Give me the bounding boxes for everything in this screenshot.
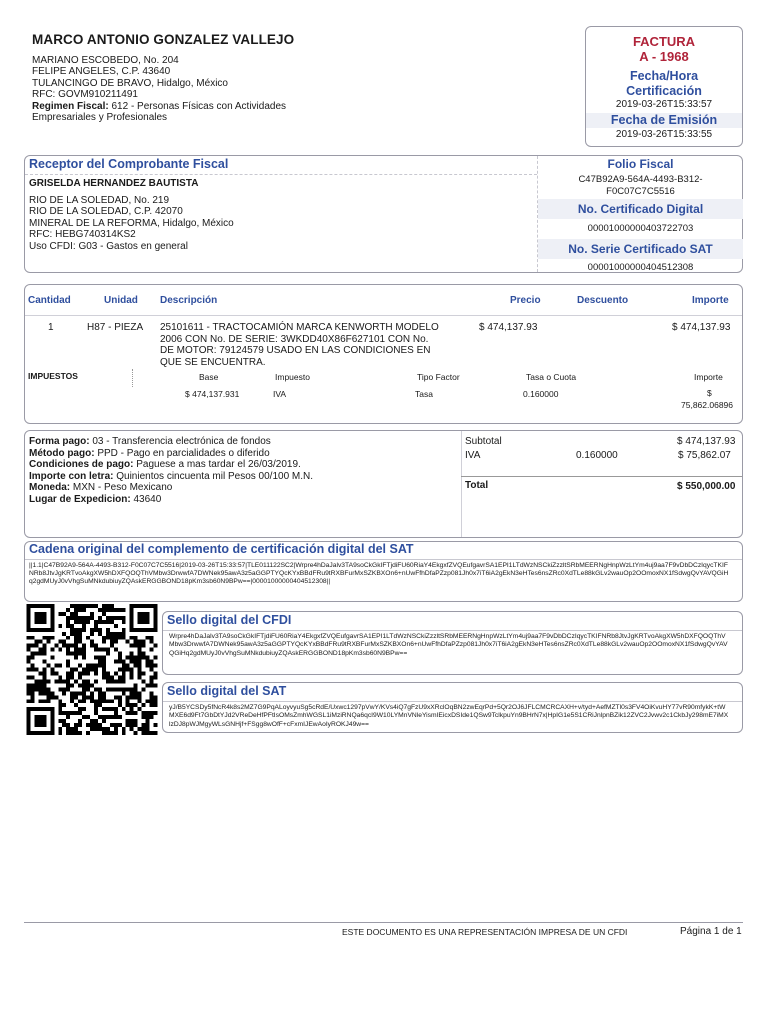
item-importe: $ 474,137.93: [672, 322, 731, 333]
emitter-address-2: FELIPE ANGELES, C.P. 43640: [32, 66, 171, 78]
payment-info: [29, 436, 459, 505]
total-value: $ 550,000.00: [677, 481, 736, 492]
taxes-label: IMPUESTOS: [28, 371, 78, 381]
moneda: [29, 482, 459, 494]
iva-rate: 0.160000: [576, 450, 618, 461]
taxes-header-base: Base: [199, 372, 219, 382]
folio-column: [537, 156, 743, 272]
receptor-address-2: RIO DE LA SOLEDAD, C.P. 42070: [29, 206, 183, 218]
certificate-label: No. Certificado Digital: [538, 199, 743, 219]
receptor-info: [29, 195, 349, 252]
sat-certificate-value: 00001000000404512308: [587, 261, 694, 273]
forma-pago-label: Forma pago:: [29, 436, 90, 447]
subtotal-value: $ 474,137.93: [677, 436, 736, 447]
item-cantidad: 1: [48, 322, 54, 333]
qr-code-modules: [27, 604, 158, 735]
sello-sat-section: [162, 682, 743, 733]
receptor-uso-cfdi: Uso CFDI: G03 - Gastos en general: [29, 240, 188, 252]
metodo-pago: [29, 448, 459, 460]
condiciones-pago-label: Condiciones de pago:: [29, 459, 134, 470]
emitter-regimen: [32, 101, 332, 124]
items-table: [24, 284, 743, 424]
header-descuento: Descuento: [577, 295, 629, 306]
cadena-divider: [25, 559, 742, 560]
lugar-expedicion-value: 43640: [130, 493, 162, 505]
emitter-rfc: RFC: GOVM910211491: [32, 89, 138, 101]
tax-tasa: 0.160000: [523, 389, 559, 399]
emitter-address-1: MARIANO ESCOBEDO, No. 204: [32, 55, 179, 66]
qr-code: [26, 604, 158, 735]
taxes-separator: [132, 369, 133, 387]
total-label: Total: [465, 480, 489, 491]
receptor-address-3: MINERAL DE LA REFORMA, Hidalgo, México: [29, 217, 234, 229]
cadena-original-text: ||1.1|C47B92A9-564A-4493-B312-F0C07C7C5516|2019-03-26T15:33:57|TLE011122SC2|Wrpre4hDaJalv3TA9soCkGkIFTjdiFU60RiaY4EkgxfZVQEufgavrSA1EPI1LTdWzNSCkiZzzltSRbMEERNgHnpWzLtYm4uj9aa7F9vDbDCzIqycTKIFNRb8JtvJgKRTvoAkgXW5hDXFQOQThVMbw3DrwwfA7DWNek95awA3z5aGGPTYQcKYxBBdFRu9tRXBFurMxSZKBXOn6+nUwFfhDfaPZzp081Jh0x7iT6iA2gEkN3eHTes6nsZRc0XdTLe88kGLv2wauOp2OOmoxNX1fSdwgQvYAVQGiHq2gdMUyJ0vVhgSuMNkdubiuyZQAskERGGBOND18pKm3sb60N9BPw==|00001000000404512308||: [29, 562, 729, 585]
tax-importe-symbol: $: [707, 388, 712, 398]
moneda-label: Moneda:: [29, 482, 71, 493]
tax-tipo-factor: Tasa: [415, 389, 433, 399]
header-cantidad: Cantidad: [28, 295, 71, 306]
receptor-section: [24, 155, 743, 273]
invoice-header-box: [585, 26, 743, 147]
certification-date-label: Fecha/Hora Certificación: [626, 69, 702, 98]
emitter-name: MARCO ANTONIO GONZALEZ VALLEJO: [32, 32, 295, 47]
folio-fiscal-value: C47B92A9-564A-4493-B312-F0C07C7C5516: [578, 174, 703, 197]
iva-value: $ 75,862.07: [678, 450, 731, 461]
tax-impuesto: IVA: [273, 389, 287, 399]
invoice-number: A - 1968: [639, 49, 689, 64]
item-precio: $ 474,137.93: [479, 322, 538, 333]
invoice-type: FACTURA: [632, 34, 696, 49]
receptor-address-1: RIO DE LA SOLEDAD, No. 219: [29, 195, 170, 206]
issue-date-value: 2019-03-26T15:33:55: [615, 128, 713, 140]
tax-importe-value: 75,862.06896: [681, 400, 733, 410]
condiciones-pago-value: Paguese a mas tardar el 26/03/2019.: [133, 459, 301, 470]
tax-base: $ 474,137.931: [185, 389, 240, 399]
taxes-header-importe: Importe: [694, 372, 723, 382]
receptor-rfc: RFC: HEBG740314KS2: [29, 229, 136, 241]
sello-cfdi-text: Wrpre4hDaJalv3TA9soCkGkIFTjdiFU60RiaY4EkgxfZVQEufgavrSA1EPI1LTdWzNSCkiZzzltSRbMEERNgHnpWzLtYm4uj9aa7F9vDbDCzIqycTKIFNRb8JtvJgKRTvoAkgXW5hDXFQOQThVMbw3DrwwfA7DWNek95awA3z5aGGPTYQcKYxBBdFRu9tRXBFurMxSZKBXOn6+nUwFfhDfaPZzp081Jh0x7iT6iA2gEkN3eHTes6nsZRc0XdTLe88kGLv2wauOp2OOmoxNX1fSdwgQvYAVQGiHq2gdMUyJ0vVhgSuMNkdubiuyZQAskERGGBOND18pKm3sb60N9BPw==: [169, 633, 728, 657]
taxes-header-row: [25, 369, 742, 383]
sello-cfdi-section: [162, 611, 743, 675]
sat-certificate-label: No. Serie Certificado SAT: [538, 239, 743, 259]
header-importe: Importe: [692, 295, 729, 306]
forma-pago: [29, 436, 459, 448]
metodo-pago-value: PPD - Pago en parcialidades o diferido: [94, 447, 270, 459]
footer-text: ESTE DOCUMENTO ES UNA REPRESENTACIÓN IMPRESA DE UN CFDI: [342, 927, 628, 937]
emitter-address-3: TULANCINGO DE BRAVO, Hidalgo, México: [32, 77, 228, 89]
receptor-name: GRISELDA HERNANDEZ BAUTISTA: [29, 178, 199, 189]
folio-fiscal-label: Folio Fiscal: [607, 157, 674, 171]
taxes-header-impuesto: Impuesto: [275, 372, 310, 382]
lugar-expedicion: [29, 494, 459, 506]
regimen-label: Regimen Fiscal:: [32, 100, 109, 112]
issue-date-label: Fecha de Emisión: [586, 113, 742, 128]
footer-divider: [24, 922, 743, 923]
condiciones-pago: [29, 459, 459, 471]
item-descripcion: 25101611 - TRACTOCAMIÓN MARCA KENWORTH MODELO 2006 CON No. DE SERIE: 3WKDD40X86F627101 CON No. DE MOTOR: 79124579 USADO EN LAS CONDICIONES EN QUE SE ENCUENTRA.: [160, 322, 439, 368]
sello-sat-title: Sello digital del SAT: [167, 684, 287, 698]
lugar-expedicion-label: Lugar de Expedicion:: [29, 493, 131, 505]
sello-cfdi-divider: [163, 630, 742, 631]
header-unidad: Unidad: [104, 295, 138, 306]
iva-label: IVA: [465, 450, 481, 461]
receptor-divider: [25, 174, 537, 175]
sello-cfdi-title: Sello digital del CFDI: [167, 613, 292, 627]
certificate-value: 00001000000403722703: [587, 223, 694, 234]
items-header-divider: [25, 315, 742, 316]
cadena-original-section: [24, 541, 743, 602]
moneda-value: MXN - Peso Mexicano: [70, 482, 173, 493]
sello-sat-text: yJ/B5YCSDy5fNcR4k8s2MZ7G9PqALoyvyuSg5cRdE/Uxwc1297pVwY/KVs4iQ7gFzU9xXRclOqBN2zwEqrPd+5Qr2OJ6JFLCMCRCAXH+v/tyd+AefMZTl0s3FV4OiKvuHY77vR90mfykK+tWMXE6d9Ft7GbDtYJd2VReDeHfPFtIsOMsZmhWGSL1iMziRNQa6qcI9W10LYMnVNleYismIEicxDSIde1QSw9TclkpuYn9BHrN7x|HpIG1e5S1CRiJnlpnBZik12ZVC2Jvwv2c1CkbJy298mE7iMXlzDJ8pWJMgyWLsGNHjf+FSgg8wOfF+cFxmIJEwAoIyROKJ49w==: [169, 704, 729, 728]
cadena-original-title: Cadena original del complemento de certificación digital del SAT: [29, 542, 414, 556]
emitter-info: [32, 55, 332, 123]
totals-divider: [461, 431, 462, 537]
importe-letra-value: Quinientos cincuenta mil Pesos 00/100 M.N.: [113, 470, 314, 482]
payment-section: [24, 430, 743, 538]
receptor-title: Receptor del Comprobante Fiscal: [29, 157, 229, 171]
header-descripcion: Descripción: [160, 295, 218, 306]
sello-sat-divider: [163, 701, 742, 702]
metodo-pago-label: Método pago:: [29, 447, 95, 459]
regimen-value: 612 - Personas Físicas con Actividades Empresariales y Profesionales: [32, 100, 287, 124]
page-number: Página 1 de 1: [680, 926, 742, 937]
forma-pago-value: 03 - Transferencia electrónica de fondos: [89, 436, 271, 447]
header-precio: Precio: [510, 295, 541, 306]
total-divider: [461, 476, 742, 477]
taxes-header-tasa: Tasa o Cuota: [526, 372, 577, 382]
item-unidad: H87 - PIEZA: [87, 322, 144, 333]
importe-letra-label: Importe con letra:: [29, 470, 114, 482]
taxes-header-tipo-factor: Tipo Factor: [417, 372, 460, 382]
certification-date-value: 2019-03-26T15:33:57: [615, 99, 713, 110]
subtotal-label: Subtotal: [465, 436, 502, 447]
importe-letra: [29, 471, 459, 483]
